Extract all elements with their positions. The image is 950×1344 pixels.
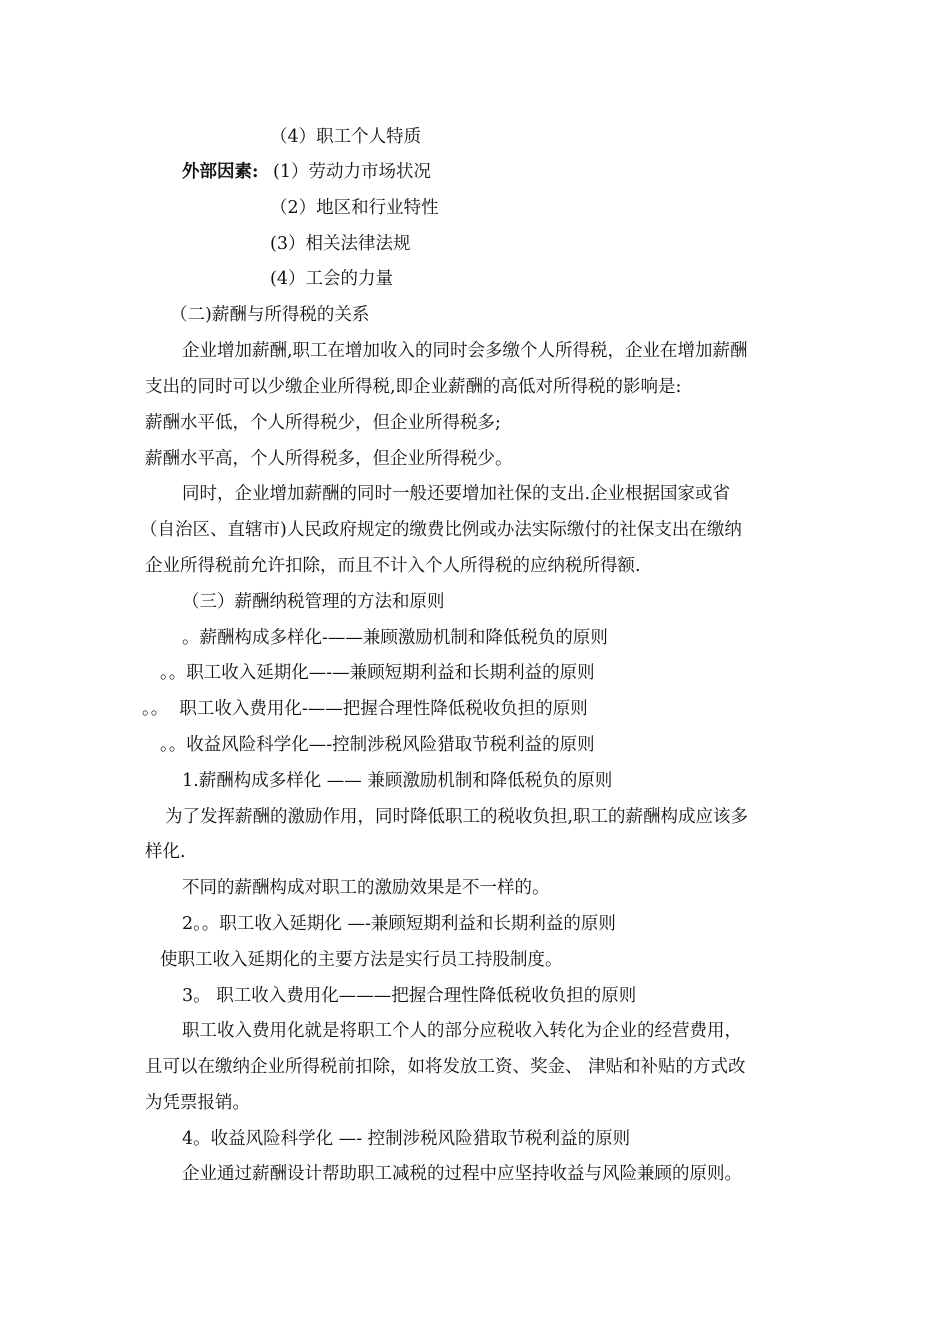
section-heading-3: （三）薪酬纳税管理的方法和原则 <box>182 592 445 612</box>
external-factors-heading: 外部因素: <box>182 162 259 182</box>
subheading-2: 2。。职工收入延期化 —-兼顾短期利益和长期利益的原则 <box>182 914 616 934</box>
paragraph-line: 且可以在缴纳企业所得税前扣除，如将发放工资、奖金、 津贴和补贴的方式改 <box>145 1057 746 1077</box>
principle-summary-3: 。。 职工收入费用化-——把握合理性降低税收负担的原则 <box>142 699 588 719</box>
paragraph-line: 同时，企业增加薪酬的同时一般还要增加社保的支出.企业根据国家或省 <box>182 484 731 504</box>
paragraph-line: 为凭票报销。 <box>145 1093 250 1113</box>
external-factor-item-3: (3）相关法律法规 <box>270 234 411 254</box>
external-factor-item-2: （2）地区和行业特性 <box>270 198 439 218</box>
paragraph-line: 为了发挥薪酬的激励作用，同时降低职工的税收负担,职工的薪酬构成应该多 <box>165 807 749 827</box>
paragraph-line: 不同的薪酬构成对职工的激励效果是不一样的。 <box>182 878 550 898</box>
principle-summary-2: 。。职工收入延期化—-—兼顾短期利益和长期利益的原则 <box>160 663 595 683</box>
paragraph-line: 企业增加薪酬,职工在增加收入的同时会多缴个人所得税，企业在增加薪酬 <box>182 341 748 361</box>
paragraph-line: 薪酬水平低，个人所得税少，但企业所得税多; <box>145 413 501 433</box>
subheading-4: 4。收益风险科学化 —- 控制涉税风险猎取节税利益的原则 <box>182 1129 631 1149</box>
section-heading-2: （二)薪酬与所得税的关系 <box>170 305 370 325</box>
paragraph-line: 企业通过薪酬设计帮助职工减税的过程中应坚持收益与风险兼顾的原则。 <box>182 1164 742 1184</box>
subheading-3: 3。 职工收入费用化———把握合理性降低税收负担的原则 <box>182 986 637 1006</box>
paragraph-line: 样化. <box>145 842 186 862</box>
paragraph-line: 企业所得税前允许扣除，而且不计入个人所得税的应纳税所得额. <box>145 556 641 576</box>
principle-summary-4: 。。收益风险科学化—-控制涉税风险猎取节税利益的原则 <box>160 735 595 755</box>
principle-summary-1: 。薪酬构成多样化-——兼顾激励机制和降低税负的原则 <box>182 628 608 648</box>
paragraph-line: （自治区、直辖市)人民政府规定的缴费比例或办法实际缴付的社保支出在缴纳 <box>140 520 742 540</box>
internal-factor-item-4: （4）职工个人特质 <box>270 127 422 147</box>
paragraph-line: 职工收入费用化就是将职工个人的部分应税收入转化为企业的经营费用， <box>182 1021 742 1041</box>
paragraph-line: 支出的同时可以少缴企业所得税,即企业薪酬的高低对所得税的影响是: <box>145 377 682 397</box>
subheading-1: 1.薪酬构成多样化 —— 兼顾激励机制和降低税负的原则 <box>182 771 613 791</box>
external-factor-item-1: (1）劳动力市场状况 <box>273 162 431 182</box>
external-factor-item-4: (4）工会的力量 <box>270 269 393 289</box>
paragraph-line: 使职工收入延期化的主要方法是实行员工持股制度。 <box>160 950 563 970</box>
paragraph-line: 薪酬水平高，个人所得税多，但企业所得税少。 <box>145 449 513 469</box>
